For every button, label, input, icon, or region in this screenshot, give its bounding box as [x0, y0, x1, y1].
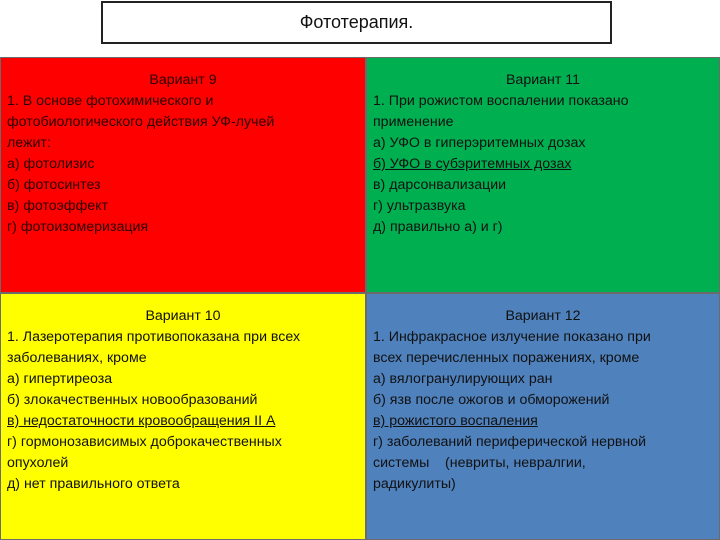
variant-12-option-d-line-1: г) заболеваний периферической нервной — [373, 434, 647, 450]
variant-10-question-line-1: 1. Лазеротерапия противопоказана при всех — [7, 329, 301, 345]
variant-12-question-line-2: всех перечисленных поражениях, кроме — [373, 350, 640, 366]
variant-11-option-c: в) дарсонвализации — [373, 177, 507, 193]
variant-9-option-b: б) фотосинтез — [7, 177, 101, 193]
slide-title: Фототерапия. — [299, 12, 414, 32]
variant-10-option-e: д) нет правильного ответа — [7, 476, 180, 492]
variant-11-option-e: д) правильно а) и г) — [373, 219, 503, 235]
variant-11-option-d: г) ультразвука — [373, 198, 466, 214]
variant-9-question-line-3: лежит: — [7, 135, 51, 151]
variant-12-question-line-1: 1. Инфракрасное излучение показано при — [373, 329, 651, 345]
variant-12-option-d-line-2: системы (невриты, невралгии, — [373, 455, 586, 471]
variant-9-panel — [0, 57, 366, 293]
variant-11-heading: Вариант 11 — [505, 72, 581, 88]
variant-11-question-line-2: применение — [373, 114, 454, 130]
variant-12-option-a: а) вялогранулирующих ран — [373, 371, 553, 387]
variant-12-option-d-line-3: радикулиты) — [373, 476, 456, 492]
variant-11-option-a: а) УФО в гиперэритемных дозах — [373, 135, 586, 151]
variant-9-option-a: а) фотолизис — [7, 156, 95, 172]
variant-12-option-c-correct: в) рожистого воспаления — [373, 413, 538, 429]
variant-9-option-c: в) фотоэффект — [7, 198, 109, 214]
variant-11-panel — [366, 57, 720, 293]
variant-9-option-d: г) фотоизомеризация — [7, 219, 149, 235]
variant-12-option-b: б) язв после ожогов и обморожений — [373, 392, 610, 408]
variant-10-option-d-line-2: опухолей — [7, 455, 69, 471]
variant-9-question-line-2: фотобиологического действия УФ-лучей — [7, 114, 275, 130]
variant-10-question-line-2: заболеваниях, кроме — [7, 350, 147, 366]
variant-11-option-b-correct: б) УФО в субэритемных дозах — [373, 156, 572, 172]
variant-10-option-c-correct: в) недостаточности кровообращения II А — [7, 413, 276, 429]
variant-12-heading: Вариант 12 — [505, 308, 581, 324]
variant-10-option-a: а) гипертиреоза — [7, 371, 113, 387]
variant-11-question-line-1: 1. При рожистом воспалении показано — [373, 93, 629, 109]
variant-10-panel — [0, 293, 366, 540]
variant-9-question-line-1: 1. В основе фотохимического и — [7, 93, 214, 109]
variant-10-heading: Вариант 10 — [145, 308, 221, 324]
variant-10-option-b: б) злокачественных новообразований — [7, 392, 258, 408]
slide-title-box — [101, 1, 612, 44]
variant-12-panel — [366, 293, 720, 540]
variant-10-option-d-line-1: г) гормонозависимых доброкачественных — [7, 434, 282, 450]
variant-9-heading: Вариант 9 — [149, 72, 217, 88]
